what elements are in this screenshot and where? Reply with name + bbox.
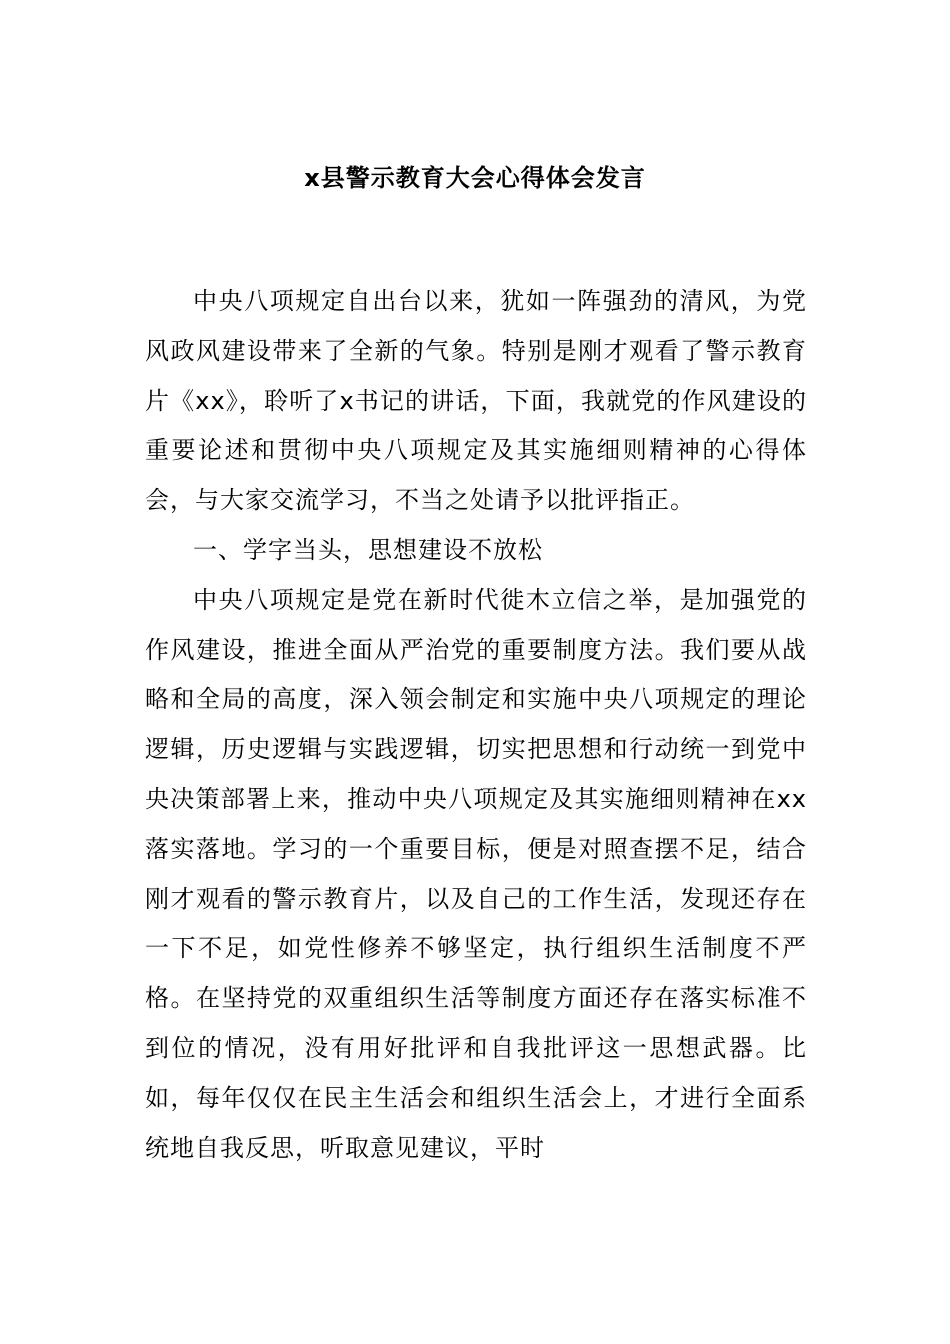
document-title: x县警示教育大会心得体会发言 (304, 164, 646, 192)
paragraph-intro: 中央八项规定自出台以来，犹如一阵强劲的清风，为党风政风建设带来了全新的气象。特别是刚才观看了警示教育片《xx》，聆听了x书记的讲话，下面，我就党的作风建设的重要论述和贯彻中央八项规定及其实施细则精神的心得体会，与大家交流学习，不当之处请予以批评指正。 (145, 287, 807, 515)
document-body (145, 277, 807, 1173)
paragraph-section-1: 中央八项规定是党在新时代徙木立信之举，是加强党的作风建设，推进全面从严治党的重要制度方法。我们要从战略和全局的高度，深入领会制定和实施中央八项规定的理论逻辑，历史逻辑与实践逻辑，切实把思想和行动统一到党中央决策部署上来，推动中央八项规定及其实施细则精神在xx落实落地。学习的一个重要目标，便是对照查摆不足，结合刚才观看的警示教育片，以及自己的工作生活，发现还存在一下不足，如党性修养不够坚定，执行组织生活制度不严格。在坚持党的双重组织生活等制度方面还存在落实标准不到位的情况，没有用好批评和自我批评这一思想武器。比如，每年仅仅在民主生活会和组织生活会上，才进行全面系统地自我反思，听取意见建议，平时 (145, 585, 807, 1162)
section-heading-1: 一、学字当头，思想建设不放松 (193, 535, 543, 564)
